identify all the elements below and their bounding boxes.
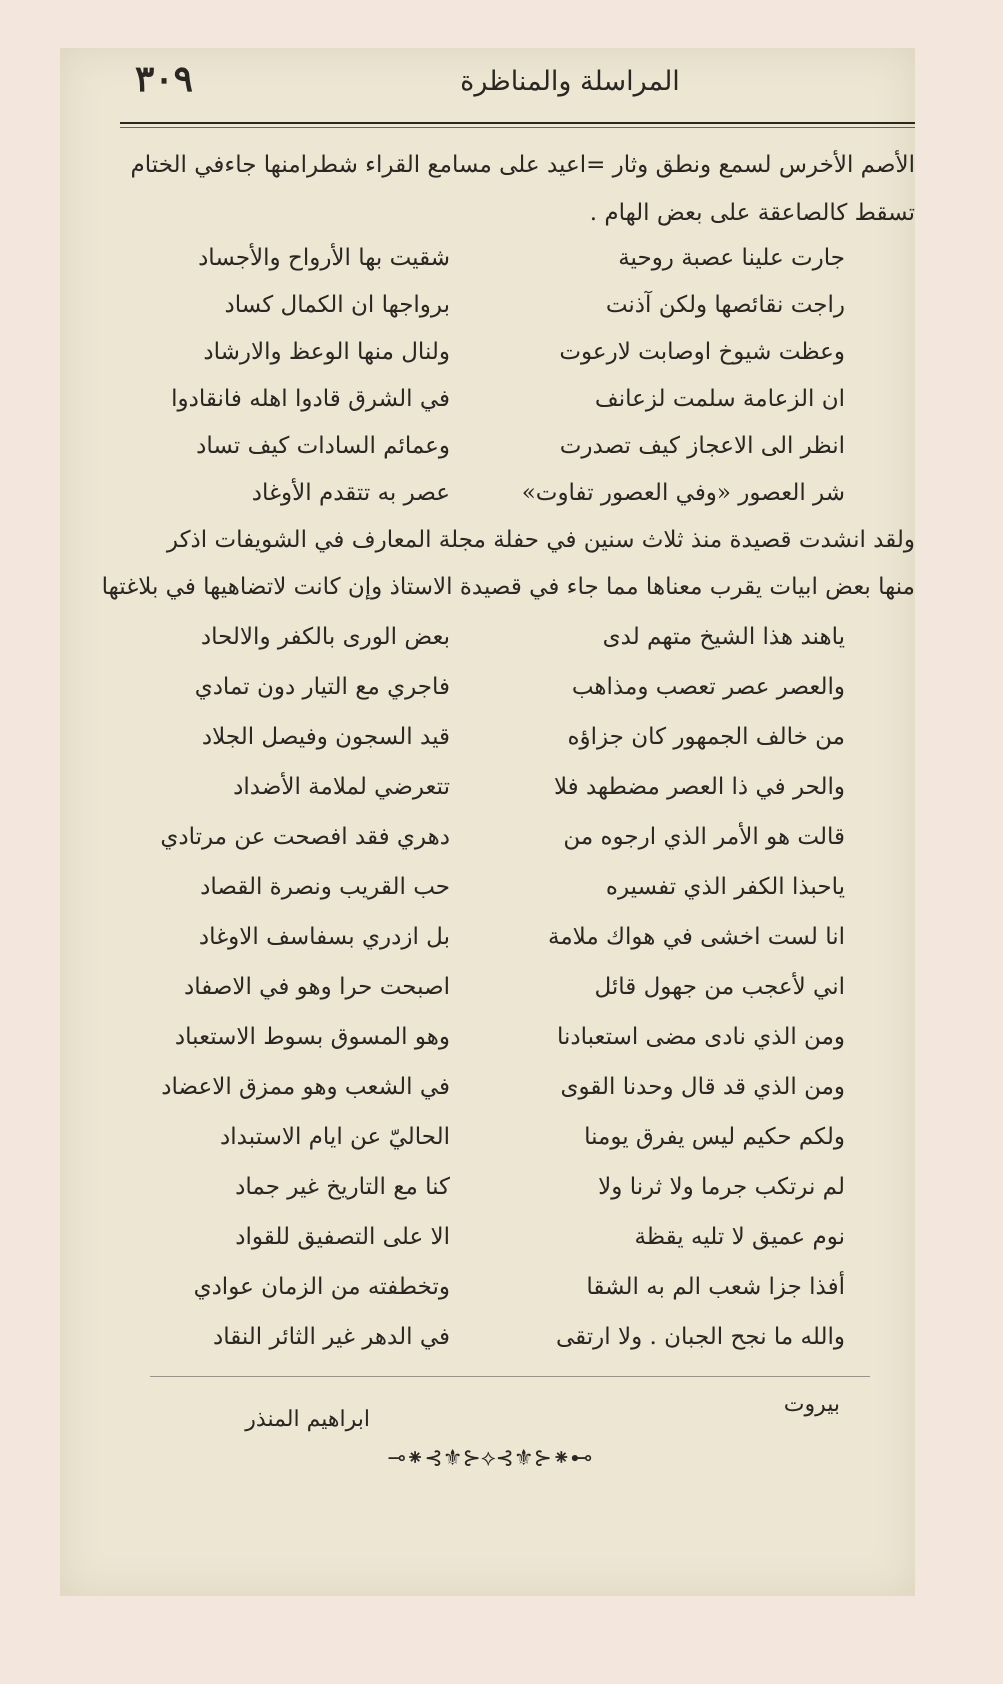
verse-right: والعصر عصر تعصب ومذاهب: [571, 674, 845, 700]
book-page: [60, 48, 915, 1596]
verse-left: دهري فقد افصحت عن مرتادي: [160, 824, 450, 850]
verse-left: الا على التصفيق للقواد: [235, 1224, 450, 1250]
verse-right: انظر الى الاعجاز كيف تصدرت: [559, 433, 845, 459]
verse-right: ياهند هذا الشيخ متهم لدى: [602, 624, 845, 650]
verse-left: ولنال منها الوعظ والارشاد: [203, 339, 450, 365]
verse-left: عصر به تتقدم الأوغاد: [251, 480, 450, 506]
verse-left: تتعرضي لملامة الأضداد: [233, 774, 450, 800]
verse-left: الحاليّ عن ايام الاستبداد: [220, 1124, 450, 1150]
verse-left: فاجري مع التيار دون تمادي: [194, 674, 450, 700]
page-number: ٣٠٩: [135, 58, 194, 100]
verse-left: في الدهر غير الثائر النقاد: [212, 1324, 450, 1350]
middle-line: ولقد انشدت قصيدة منذ ثلاث سنين في حفلة مجلة المعارف في الشويفات اذكر: [166, 527, 915, 553]
page-header: [60, 48, 915, 128]
verse-left: وعمائم السادات كيف تساد: [196, 433, 450, 459]
verse-right: قالت هو الأمر الذي ارجوه من: [563, 824, 845, 850]
verse-left: وتخطفته من الزمان عوادي: [193, 1274, 450, 1300]
intro-line: تسقط كالصاعقة على بعض الهام .: [589, 200, 915, 226]
verse-right: راجت نقائصها ولكن آذنت: [605, 292, 845, 318]
verse-right: أفذا جزا شعب الم به الشقا: [586, 1274, 845, 1300]
middle-line: منها بعض ابيات يقرب معناها مما جاء في قصيدة الاستاذ وإن كانت لاتضاهيها في بلاغتها: [101, 574, 915, 600]
verse-right: من خالف الجمهور كان جزاؤه: [567, 724, 845, 750]
verse-right: والحر في ذا العصر مضطهد فلا: [553, 774, 845, 800]
signature-rule: [150, 1376, 870, 1377]
verse-right: شر العصور «وفي العصور تفاوت»: [521, 480, 845, 506]
verse-right: والله ما نجح الجبان . ولا ارتقى: [555, 1324, 845, 1350]
verse-left: بل ازدري بسفاسف الاوغاد: [198, 924, 450, 950]
signature-name: ابراهيم المنذر: [245, 1407, 370, 1432]
verse-right: نوم عميق لا تليه يقظة: [634, 1224, 845, 1250]
header-rule: [120, 122, 915, 124]
verse-left: حب القريب ونصرة القصاد: [200, 874, 450, 900]
verse-right: لم نرتكب جرما ولا ثرنا ولا: [598, 1174, 845, 1200]
header-rule-thin: [120, 127, 915, 128]
verse-left: في الشرق قادوا اهله فانقادوا: [171, 386, 450, 412]
verse-left: في الشعب وهو ممزق الاعضاد: [161, 1074, 450, 1100]
intro-line: الأصم الأخرس لسمع ونطق وثار =اعيد على مسامع القراء شطرامنها جاءفي الختام: [130, 152, 915, 178]
verse-right: جارت علينا عصبة روحية: [618, 245, 845, 271]
verse-left: وهو المسوق بسوط الاستعباد: [174, 1024, 450, 1050]
verse-left: كنا مع التاريخ غير جماد: [235, 1174, 450, 1200]
signature-city: بيروت: [783, 1392, 840, 1417]
ornament-divider: ⊸⁕⊰⚜⊱⟡⊰⚜⊱⁕⊷: [387, 1446, 593, 1471]
verse-left: قيد السجون وفيصل الجلاد: [201, 724, 450, 750]
verse-left: شقيت بها الأرواح والأجساد: [198, 245, 450, 271]
verse-right: ومن الذي نادى مضى استعبادنا: [556, 1024, 845, 1050]
verse-left: بعض الورى بالكفر والالحاد: [200, 624, 450, 650]
verse-right: ولكم حكيم ليس يفرق يومنا: [584, 1124, 845, 1150]
verse-right: ان الزعامة سلمت لزعانف: [594, 386, 845, 412]
verse-right: انا لست اخشى في هواك ملامة: [548, 924, 845, 950]
running-title: المراسلة والمناظرة: [460, 66, 680, 97]
verse-left: اصبحت حرا وهو في الاصفاد: [183, 974, 450, 1000]
verse-right: ياحبذا الكفر الذي تفسيره: [605, 874, 845, 900]
verse-right: وعظت شيوخ اوصابت لارعوت: [559, 339, 845, 365]
verse-left: برواجها ان الكمال كساد: [224, 292, 450, 318]
verse-right: اني لأعجب من جهول قائل: [594, 974, 845, 1000]
verse-right: ومن الذي قد قال وحدنا القوى: [560, 1074, 845, 1100]
